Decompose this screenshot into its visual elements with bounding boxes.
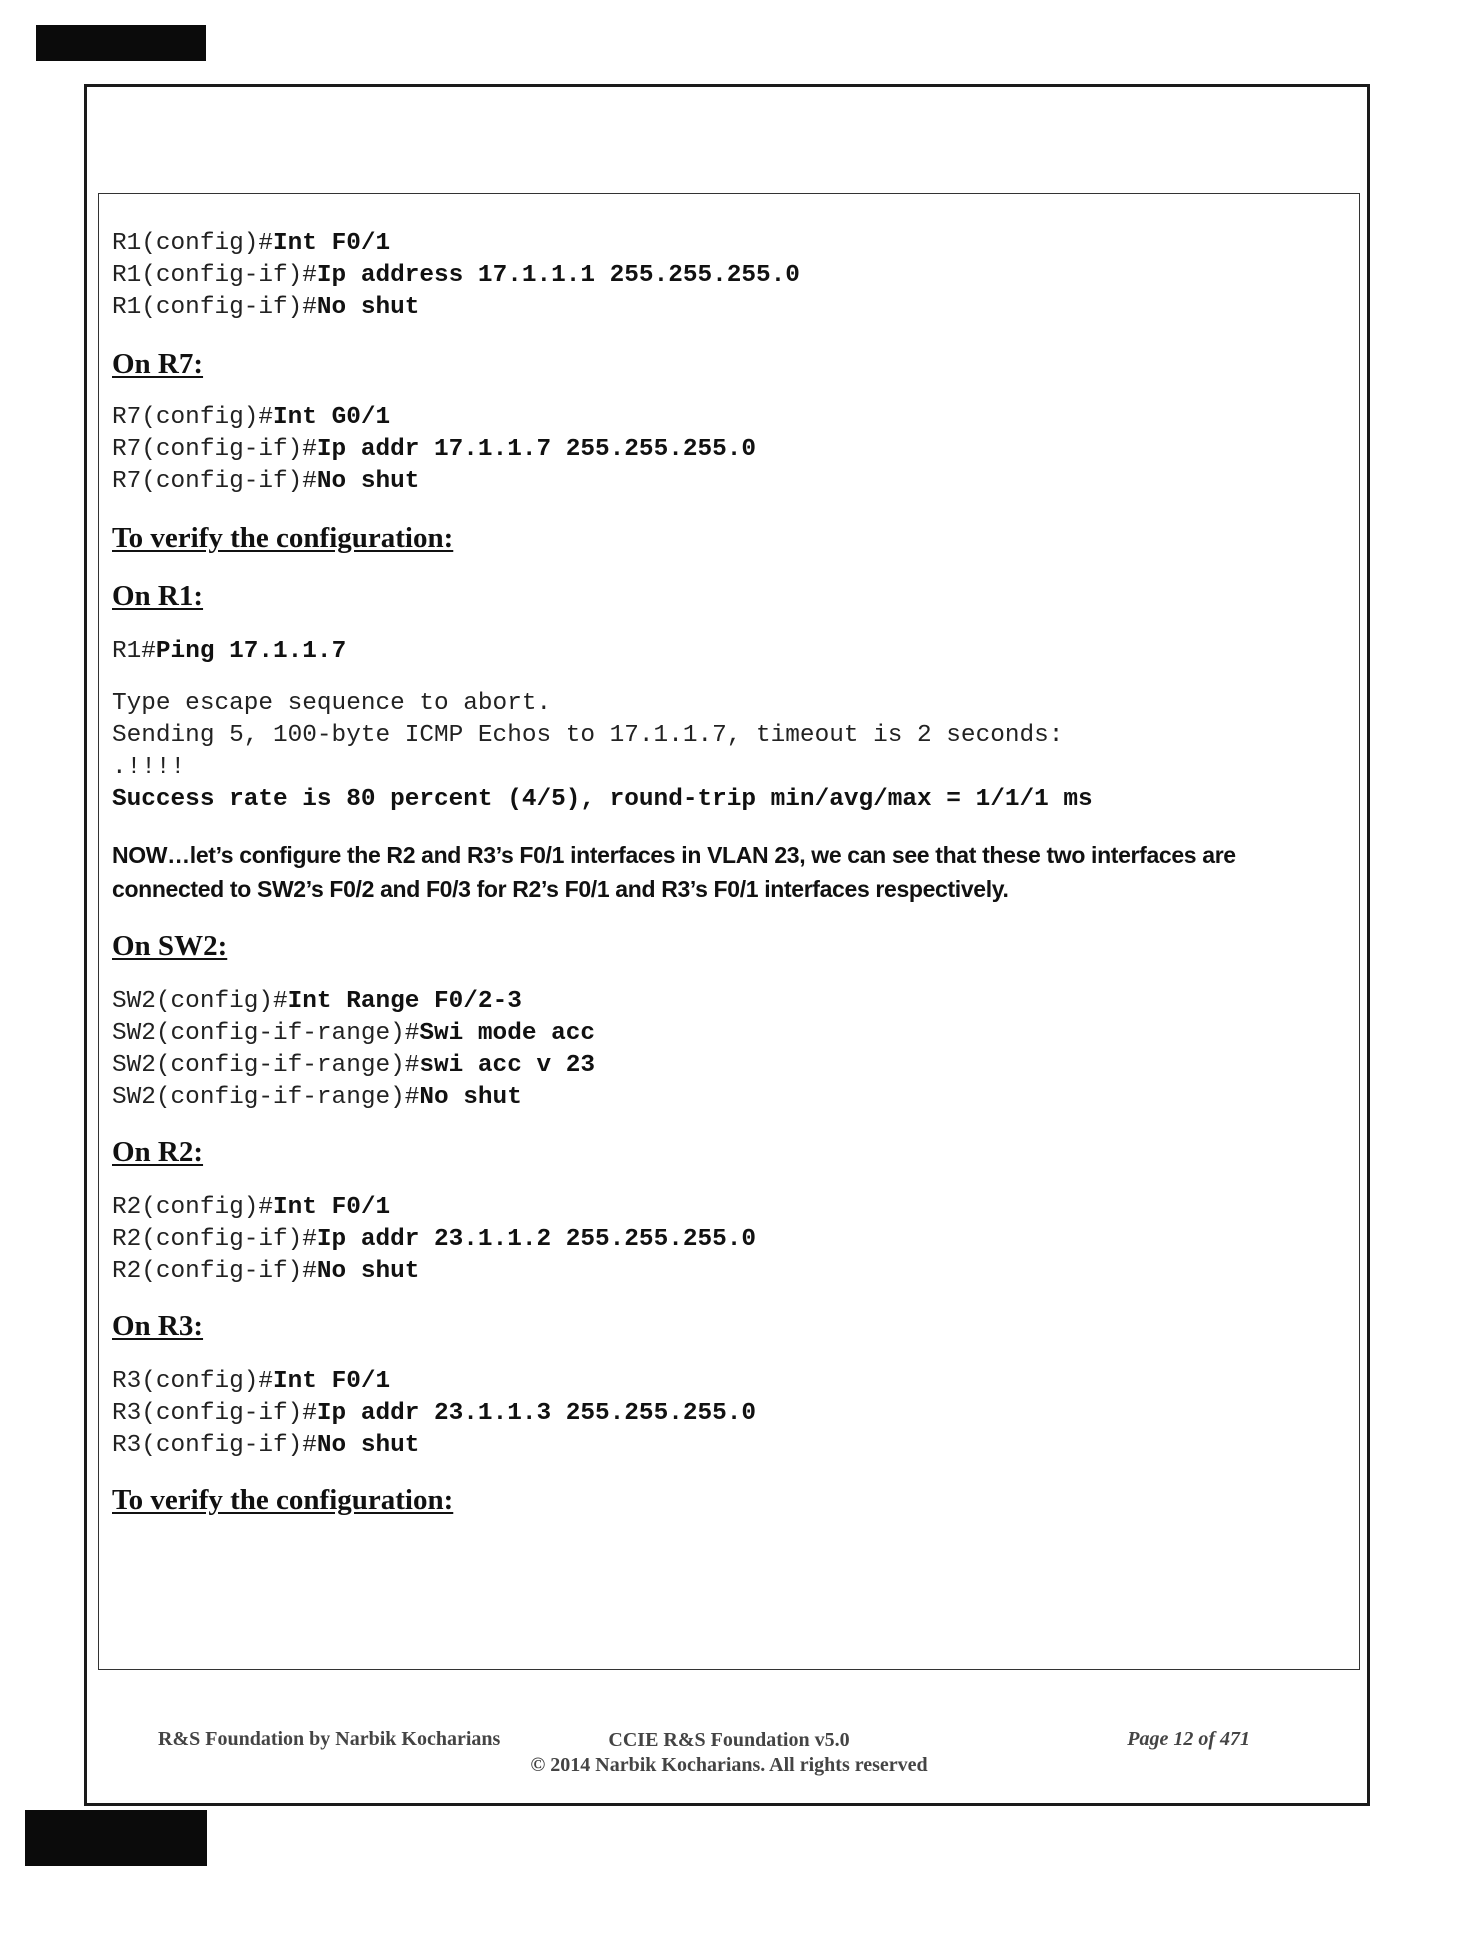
cli-prompt: R3(config-if)# xyxy=(112,1432,317,1459)
cli-prompt: R1(config)# xyxy=(112,230,274,257)
cli-line xyxy=(112,986,1349,1018)
cli-command: Success rate is 80 percent (4/5), round-trip min/avg/max = 1/1/1 ms xyxy=(112,786,1093,813)
cli-line xyxy=(112,1192,1349,1224)
cli-command: No shut xyxy=(316,294,420,321)
cli-prompt: R1(config-if)# xyxy=(112,262,317,289)
cli-command: Ip addr 23.1.1.3 255.255.255.0 xyxy=(316,1400,757,1427)
cli-prompt: R3(config-if)# xyxy=(112,1400,317,1427)
section-heading: On R2: xyxy=(112,1136,204,1168)
cli-line xyxy=(112,402,1349,434)
cli-line xyxy=(112,688,1349,720)
footer-copyright: © 2014 Narbik Kocharians. All rights reserved xyxy=(530,1754,928,1776)
footer-author: R&S Foundation by Narbik Kocharians xyxy=(158,1728,501,1750)
cli-line xyxy=(112,1224,1349,1256)
cli-block xyxy=(112,228,1349,324)
cli-command: Ping 17.1.1.7 xyxy=(155,638,347,665)
cli-prompt: SW2(config-if-range)# xyxy=(112,1052,420,1079)
cli-command: Int F0/1 xyxy=(273,1368,391,1395)
cli-prompt: R7(config-if)# xyxy=(112,468,317,495)
page-footer xyxy=(98,1718,1360,1788)
cli-prompt: R2(config-if)# xyxy=(112,1226,317,1253)
cli-prompt: SW2(config)# xyxy=(112,988,288,1015)
cli-command: No shut xyxy=(316,1258,420,1285)
footer-page-number: Page 12 of 471 xyxy=(1127,1728,1250,1750)
section-heading: On SW2: xyxy=(112,930,228,962)
cli-prompt: R3(config)# xyxy=(112,1368,274,1395)
cli-command: Ip address 17.1.1.1 255.255.255.0 xyxy=(316,262,800,289)
content-frame xyxy=(98,193,1360,1670)
section-heading: On R1: xyxy=(112,580,204,612)
cli-prompt: Sending 5, 100-byte ICMP Echos to 17.1.1.7, timeout is 2 seconds: xyxy=(112,722,1064,749)
cli-prompt: R2(config-if)# xyxy=(112,1258,317,1285)
cli-line xyxy=(112,466,1349,498)
cli-block xyxy=(112,986,1349,1114)
cli-line xyxy=(112,260,1349,292)
cli-command: Int F0/1 xyxy=(273,1194,391,1221)
cli-prompt: SW2(config-if-range)# xyxy=(112,1084,420,1111)
cli-prompt: R2(config)# xyxy=(112,1194,274,1221)
cli-block xyxy=(112,688,1349,816)
cli-prompt: SW2(config-if-range)# xyxy=(112,1020,420,1047)
cli-line xyxy=(112,434,1349,466)
cli-line xyxy=(112,1050,1349,1082)
cli-prompt: R1# xyxy=(112,638,156,665)
cli-line xyxy=(112,1430,1349,1462)
section-heading: On R7: xyxy=(112,348,204,380)
cli-line xyxy=(112,292,1349,324)
cli-line xyxy=(112,1082,1349,1114)
cli-line xyxy=(112,1018,1349,1050)
body-paragraph: NOW…let’s configure the R2 and R3’s F0/1 interfaces in VLAN 23, we can see that these two interfaces are connected to SW2’s F0/2 and F0/3 for R2’s F0/1 and R3’s F0/1 interfaces respectively. xyxy=(112,842,1236,902)
cli-command: No shut xyxy=(316,468,420,495)
cli-line xyxy=(112,784,1349,816)
cli-prompt: R7(config-if)# xyxy=(112,436,317,463)
footer-title: CCIE R&S Foundation v5.0 xyxy=(608,1729,850,1751)
redaction-bar-bottom xyxy=(25,1810,207,1866)
cli-prompt: Type escape sequence to abort. xyxy=(112,690,552,717)
section-heading: To verify the configuration: xyxy=(112,1484,454,1516)
cli-prompt: .!!!! xyxy=(112,754,186,781)
cli-line xyxy=(112,1366,1349,1398)
cli-block xyxy=(112,402,1349,498)
section-heading: To verify the configuration: xyxy=(112,522,454,554)
cli-command: Int Range F0/2-3 xyxy=(287,988,522,1015)
cli-command: Swi mode acc xyxy=(419,1020,596,1047)
document-content xyxy=(112,228,1349,1518)
cli-block xyxy=(112,1192,1349,1288)
cli-command: swi acc v 23 xyxy=(419,1052,596,1079)
cli-line xyxy=(112,720,1349,752)
cli-line xyxy=(112,1256,1349,1288)
cli-command: No shut xyxy=(419,1084,522,1111)
cli-line xyxy=(112,1398,1349,1430)
cli-prompt: R7(config)# xyxy=(112,404,274,431)
cli-line xyxy=(112,228,1349,260)
cli-line xyxy=(112,752,1349,784)
section-heading: On R3: xyxy=(112,1310,204,1342)
cli-command: Int F0/1 xyxy=(273,230,391,257)
cli-command: Int G0/1 xyxy=(273,404,391,431)
cli-line xyxy=(112,636,1349,668)
redaction-bar-top xyxy=(36,25,206,61)
content-frame-bottom-rule xyxy=(98,1669,1360,1670)
cli-block xyxy=(112,1366,1349,1462)
cli-prompt: R1(config-if)# xyxy=(112,294,317,321)
cli-command: Ip addr 17.1.1.7 255.255.255.0 xyxy=(316,436,757,463)
cli-command: No shut xyxy=(316,1432,420,1459)
cli-command: Ip addr 23.1.1.2 255.255.255.0 xyxy=(316,1226,757,1253)
cli-block xyxy=(112,636,1349,668)
